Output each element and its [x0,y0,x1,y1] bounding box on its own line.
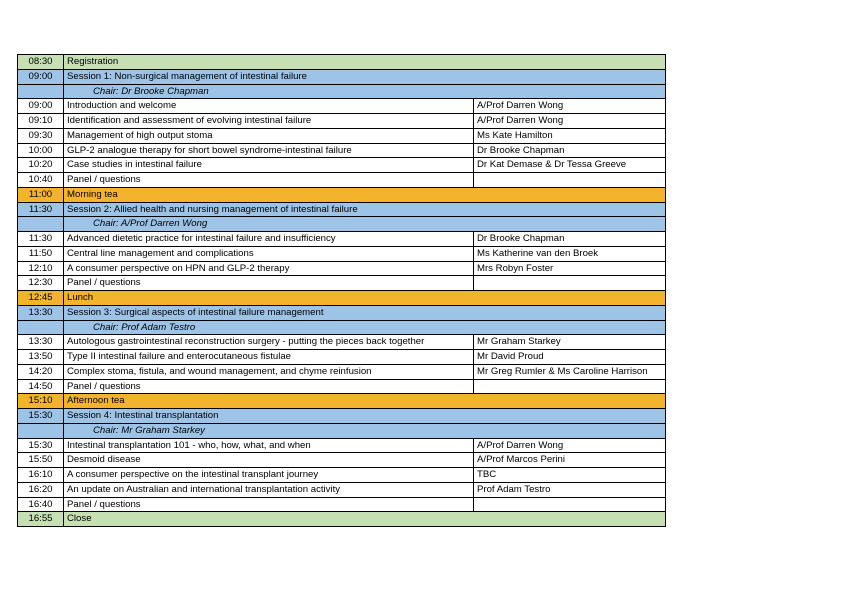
time-cell: 13:50 [18,350,64,365]
program-schedule-body [18,55,666,527]
program-item-row [18,143,666,158]
break-row [18,55,666,70]
speaker-name [474,276,666,291]
program-schedule-table [17,54,666,527]
break-row [18,187,666,202]
program-item-row [18,453,666,468]
program-item-row [18,158,666,173]
time-cell: 09:00 [18,69,64,84]
talk-title: Panel / questions [64,173,474,188]
speaker-name [474,379,666,394]
session-title: Session 1: Non-surgical management of intestinal failure [64,69,666,84]
time-cell: 11:00 [18,187,64,202]
speaker-name: Mr Graham Starkey [474,335,666,350]
time-cell: 16:20 [18,482,64,497]
time-cell: 16:40 [18,497,64,512]
speaker-name: Ms Katherine van den Broek [474,246,666,261]
speaker-name [474,173,666,188]
speaker-name: Dr Brooke Chapman [474,232,666,247]
empty-time-cell [18,320,64,335]
speaker-name: Ms Kate Hamilton [474,128,666,143]
talk-title: Panel / questions [64,497,474,512]
talk-title: Central line management and complications [64,246,474,261]
talk-title: Type II intestinal failure and enterocutaneous fistulae [64,350,474,365]
session-chair-row [18,217,666,232]
break-title: Close [64,512,666,527]
talk-title: An update on Australian and international transplantation activity [64,482,474,497]
program-item-row [18,468,666,483]
speaker-name: Mr Greg Rumler & Ms Caroline Harrison [474,364,666,379]
program-item-row [18,114,666,129]
break-row [18,394,666,409]
empty-time-cell [18,423,64,438]
break-title: Morning tea [64,187,666,202]
talk-title: Introduction and welcome [64,99,474,114]
time-cell: 15:50 [18,453,64,468]
session-chair-cell [64,84,666,99]
talk-title: Panel / questions [64,379,474,394]
talk-title: Management of high output stoma [64,128,474,143]
time-cell: 14:20 [18,364,64,379]
time-cell: 15:30 [18,409,64,424]
time-cell: 10:00 [18,143,64,158]
time-cell: 14:50 [18,379,64,394]
program-item-row [18,497,666,512]
time-cell: 16:10 [18,468,64,483]
session-chair-row [18,423,666,438]
session-title: Session 4: Intestinal transplantation [64,409,666,424]
talk-title: GLP-2 analogue therapy for short bowel syndrome-intestinal failure [64,143,474,158]
time-cell: 10:40 [18,173,64,188]
program-item-row [18,232,666,247]
talk-title: Identification and assessment of evolving intestinal failure [64,114,474,129]
talk-title: Autologous gastrointestinal reconstruction surgery - putting the pieces back together [64,335,474,350]
session-header-row [18,305,666,320]
time-cell: 10:20 [18,158,64,173]
talk-title: Advanced dietetic practice for intestinal failure and insufficiency [64,232,474,247]
break-row [18,512,666,527]
time-cell: 09:30 [18,128,64,143]
session-title: Session 2: Allied health and nursing management of intestinal failure [64,202,666,217]
empty-time-cell [18,84,64,99]
speaker-name: A/Prof Darren Wong [474,438,666,453]
program-item-row [18,438,666,453]
program-item-row [18,276,666,291]
break-title: Registration [64,55,666,70]
program-item-row [18,364,666,379]
time-cell: 15:30 [18,438,64,453]
session-chair: Chair: Dr Brooke Chapman [93,85,209,97]
speaker-name: TBC [474,468,666,483]
session-title: Session 3: Surgical aspects of intestinal failure management [64,305,666,320]
session-chair: Chair: A/Prof Darren Wong [93,218,208,230]
program-item-row [18,379,666,394]
break-title: Lunch [64,291,666,306]
speaker-name: A/Prof Darren Wong [474,114,666,129]
speaker-name: Dr Kat Demase & Dr Tessa Greeve [474,158,666,173]
session-chair: Chair: Mr Graham Starkey [93,424,205,436]
time-cell: 13:30 [18,305,64,320]
time-cell: 13:30 [18,335,64,350]
session-header-row [18,409,666,424]
session-chair: Chair: Prof Adam Testro [93,321,196,333]
session-chair-cell [64,217,666,232]
program-item-row [18,350,666,365]
time-cell: 16:55 [18,512,64,527]
program-item-row [18,482,666,497]
break-title: Afternoon tea [64,394,666,409]
session-chair-row [18,84,666,99]
talk-title: Desmoid disease [64,453,474,468]
time-cell: 08:30 [18,55,64,70]
break-row [18,291,666,306]
speaker-name: A/Prof Darren Wong [474,99,666,114]
program-item-row [18,261,666,276]
session-header-row [18,69,666,84]
speaker-name: Mr David Proud [474,350,666,365]
speaker-name: Mrs Robyn Foster [474,261,666,276]
speaker-name: A/Prof Marcos Perini [474,453,666,468]
time-cell: 12:30 [18,276,64,291]
program-item-row [18,99,666,114]
session-chair-cell [64,320,666,335]
session-header-row [18,202,666,217]
talk-title: Complex stoma, fistula, and wound management, and chyme reinfusion [64,364,474,379]
time-cell: 09:00 [18,99,64,114]
speaker-name: Prof Adam Testro [474,482,666,497]
empty-time-cell [18,217,64,232]
program-item-row [18,246,666,261]
speaker-name [474,497,666,512]
session-chair-row [18,320,666,335]
time-cell: 15:10 [18,394,64,409]
talk-title: A consumer perspective on the intestinal transplant journey [64,468,474,483]
talk-title: Panel / questions [64,276,474,291]
time-cell: 11:30 [18,202,64,217]
speaker-name: Dr Brooke Chapman [474,143,666,158]
session-chair-cell [64,423,666,438]
program-item-row [18,173,666,188]
time-cell: 12:45 [18,291,64,306]
program-item-row [18,128,666,143]
talk-title: Intestinal transplantation 101 - who, how, what, and when [64,438,474,453]
time-cell: 11:50 [18,246,64,261]
program-item-row [18,335,666,350]
time-cell: 12:10 [18,261,64,276]
time-cell: 09:10 [18,114,64,129]
talk-title: Case studies in intestinal failure [64,158,474,173]
talk-title: A consumer perspective on HPN and GLP-2 therapy [64,261,474,276]
time-cell: 11:30 [18,232,64,247]
